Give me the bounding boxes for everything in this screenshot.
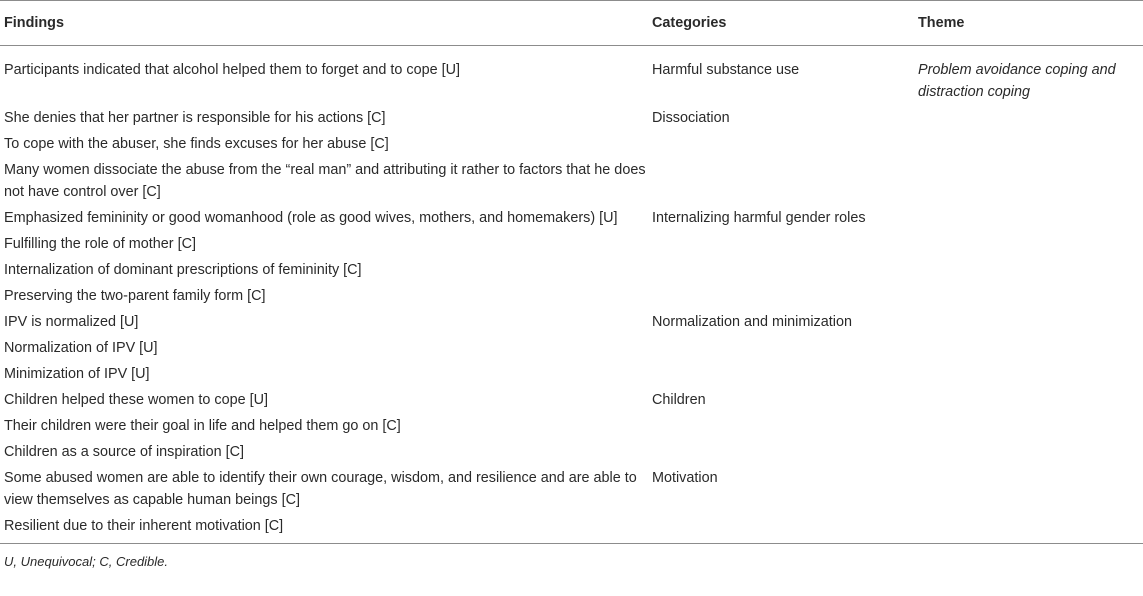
theme-cell xyxy=(914,335,1143,361)
category-cell xyxy=(648,513,914,544)
header-categories: Categories xyxy=(648,1,914,46)
category-cell xyxy=(648,283,914,309)
header-findings: Findings xyxy=(0,1,648,46)
table-row xyxy=(0,105,1143,131)
table-row xyxy=(0,387,1143,413)
finding-cell: Many women dissociate the abuse from the “real man” and attributing it rather to factors that he does not have control over [C] xyxy=(4,162,646,200)
category-cell: Normalization and minimization xyxy=(652,314,852,330)
theme-cell xyxy=(914,439,1143,465)
finding-cell: She denies that her partner is responsible for his actions [C] xyxy=(4,110,386,126)
table-row xyxy=(0,46,1143,106)
theme-cell xyxy=(914,513,1143,544)
category-cell: Motivation xyxy=(652,470,718,486)
category-cell xyxy=(648,157,914,205)
theme-cell xyxy=(914,231,1143,257)
theme-cell xyxy=(914,157,1143,205)
table-row xyxy=(0,335,1143,361)
theme-cell xyxy=(914,283,1143,309)
theme-cell xyxy=(914,413,1143,439)
finding-cell: Participants indicated that alcohol helped them to forget and to cope [U] xyxy=(4,62,460,78)
finding-cell: IPV is normalized [U] xyxy=(4,314,139,330)
finding-cell: Emphasized femininity or good womanhood (role as good wives, mothers, and homemakers) [U] xyxy=(4,210,618,226)
table-row xyxy=(0,205,1143,231)
category-cell xyxy=(648,131,914,157)
theme-cell xyxy=(914,465,1143,513)
finding-cell: Minimization of IPV [U] xyxy=(4,366,150,382)
header-theme: Theme xyxy=(914,1,1143,46)
category-cell xyxy=(648,361,914,387)
header-row xyxy=(0,1,1143,46)
table-row xyxy=(0,257,1143,283)
theme-cell xyxy=(914,105,1143,131)
finding-cell: To cope with the abuser, she finds excuses for her abuse [C] xyxy=(4,136,389,152)
category-cell xyxy=(648,231,914,257)
category-cell xyxy=(648,413,914,439)
table-row xyxy=(0,361,1143,387)
table-row xyxy=(0,283,1143,309)
finding-cell: Fulfilling the role of mother [C] xyxy=(4,236,196,252)
finding-cell: Children helped these women to cope [U] xyxy=(4,392,268,408)
finding-cell: Children as a source of inspiration [C] xyxy=(4,444,244,460)
table-row xyxy=(0,465,1143,513)
finding-cell: Internalization of dominant prescriptions of femininity [C] xyxy=(4,262,362,278)
theme-cell: Problem avoidance coping and distraction coping xyxy=(918,62,1116,100)
finding-cell: Resilient due to their inherent motivation [C] xyxy=(0,513,648,544)
theme-cell xyxy=(914,309,1143,335)
table-row xyxy=(0,413,1143,439)
table-row xyxy=(0,513,1143,544)
category-cell: Children xyxy=(652,392,706,408)
table-body xyxy=(0,46,1143,544)
table-row xyxy=(0,439,1143,465)
category-cell: Internalizing harmful gender roles xyxy=(652,210,866,226)
table-row xyxy=(0,131,1143,157)
finding-cell: Some abused women are able to identify their own courage, wisdom, and resilience and are able to view themselves as capable human beings [C] xyxy=(4,470,637,508)
theme-cell xyxy=(914,131,1143,157)
table-footnote: U, Unequivocal; C, Credible. xyxy=(4,554,169,569)
theme-cell xyxy=(914,257,1143,283)
category-cell xyxy=(648,439,914,465)
table-row xyxy=(0,309,1143,335)
finding-cell: Normalization of IPV [U] xyxy=(4,340,158,356)
finding-cell: Preserving the two-parent family form [C] xyxy=(4,288,266,304)
category-cell xyxy=(648,335,914,361)
category-cell: Dissociation xyxy=(652,110,730,126)
table-row xyxy=(0,157,1143,205)
theme-cell xyxy=(914,387,1143,413)
category-cell xyxy=(648,257,914,283)
table-row xyxy=(0,231,1143,257)
theme-cell xyxy=(914,361,1143,387)
category-cell: Harmful substance use xyxy=(652,62,800,78)
finding-cell: Their children were their goal in life and helped them go on [C] xyxy=(4,418,401,434)
theme-cell xyxy=(914,205,1143,231)
